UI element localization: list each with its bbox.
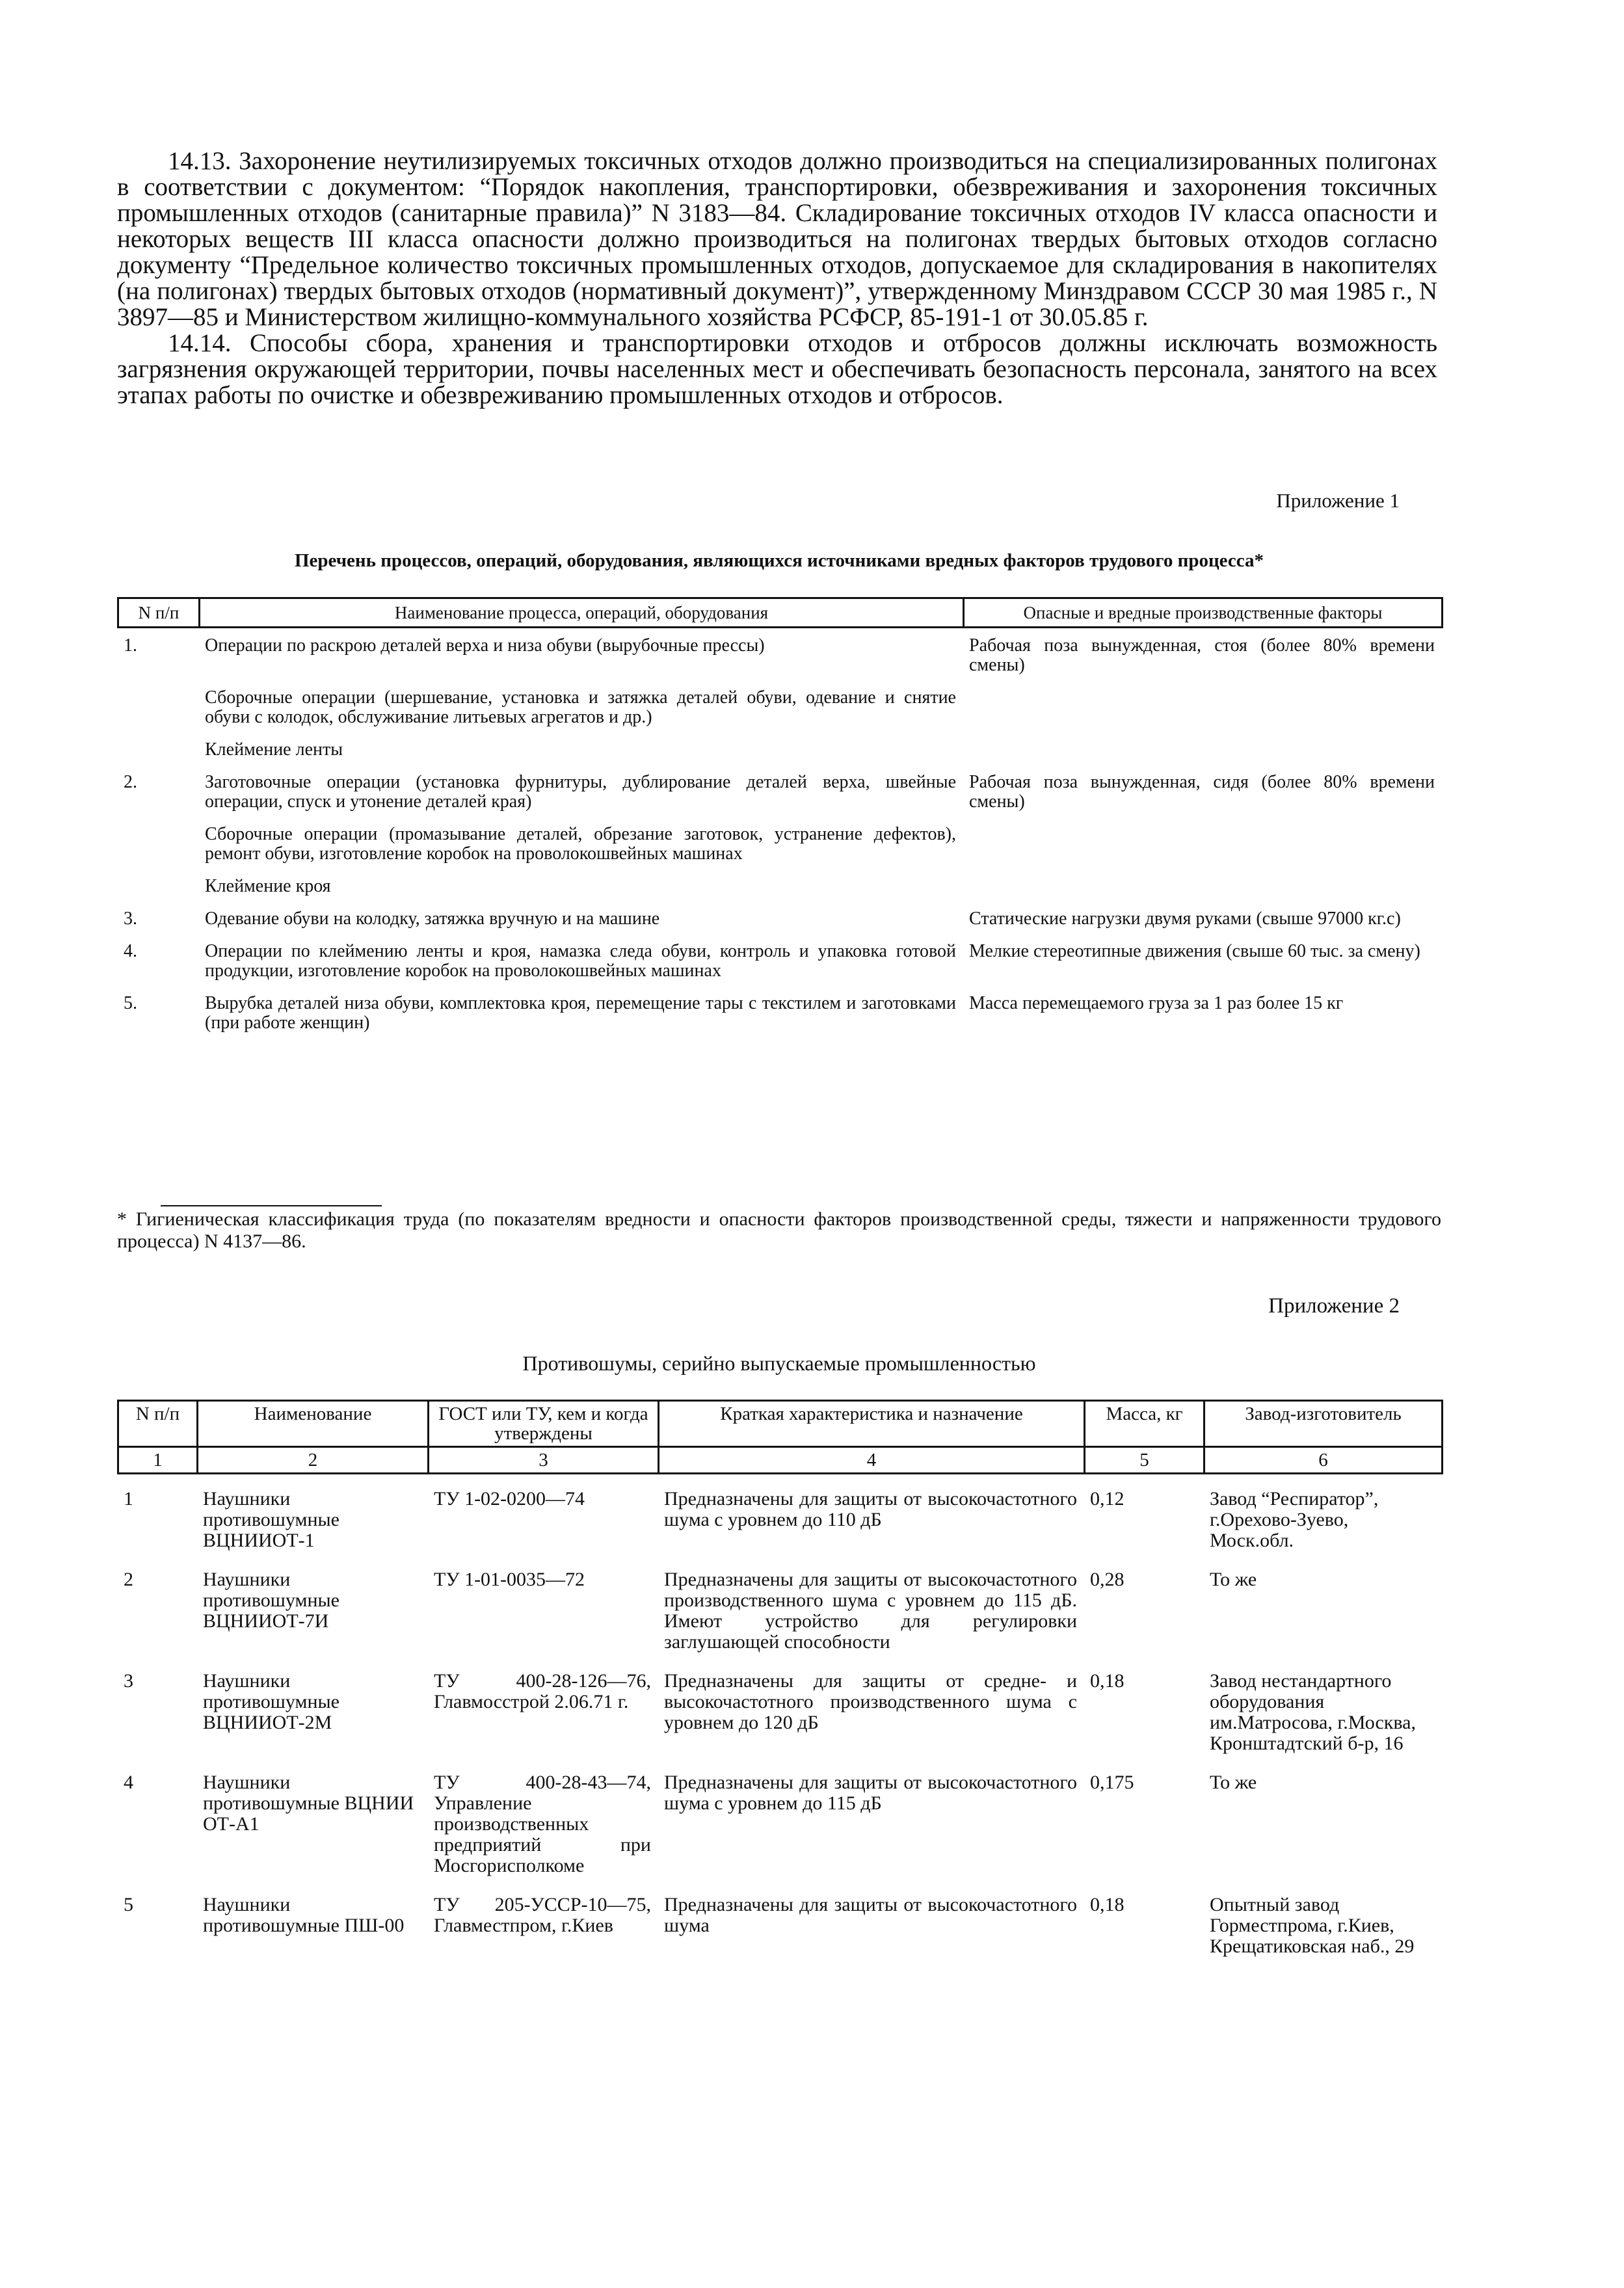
maker-cell: Завод нестандартного оборудования им.Матросова, г.Москва, Кронштадтский б-р, 16 <box>1210 1670 1416 1754</box>
header-num: N п/п <box>118 1401 198 1447</box>
gost-cell: ТУ 400-28-126—76, Главмосстрой 2.06.71 г. <box>434 1670 651 1712</box>
process-item: Клеймение кроя <box>205 876 331 896</box>
mass-cell: 0,18 <box>1090 1670 1125 1692</box>
appendix2-table <box>117 1400 1441 1970</box>
appendix2-title: Противошумы, серийно выпускаемые промышленностью <box>522 1351 1036 1375</box>
col-number: 3 <box>429 1447 659 1474</box>
table-row <box>117 764 1441 816</box>
row-num: 1. <box>124 635 137 656</box>
maker-cell: То же <box>1210 1772 1257 1793</box>
appendix2-table-header <box>117 1400 1443 1474</box>
mass-cell: 0,28 <box>1090 1569 1125 1590</box>
factor-cell: Масса перемещаемого груза за 1 раз более 15 кг <box>969 993 1344 1013</box>
table-row <box>117 985 1441 1037</box>
row-num: 5 <box>124 1894 133 1915</box>
footnote-divider <box>161 1205 382 1206</box>
row-num: 3. <box>124 909 137 929</box>
process-item: Операции по раскрою деталей верха и низа обуви (вырубочные прессы) <box>205 635 765 656</box>
desc-cell: Предназначены для защиты от высокочастотного шума <box>664 1894 1077 1936</box>
col-number: 1 <box>118 1447 198 1474</box>
header-mass: Масса, кг <box>1085 1401 1205 1447</box>
row-num: 2. <box>124 772 137 792</box>
appendix1-table <box>117 597 1441 1037</box>
product-name: Наушники противошумные ВЦНИИОТ-1 <box>203 1488 339 1551</box>
desc-cell: Предназначены для защиты от высокочастотного шума с уровнем до 110 дБ <box>664 1488 1077 1530</box>
appendix1-label: Приложение 1 <box>1276 489 1400 512</box>
body-text <box>117 148 1437 408</box>
desc-cell: Предназначены для защиты от высокочастотного шума с уровнем до 115 дБ <box>664 1772 1077 1814</box>
header-maker: Завод-изготовитель <box>1205 1401 1443 1447</box>
header-process: Наименование процесса, операций, оборудования <box>200 598 964 628</box>
factor-cell: Мелкие стереотипные движения (свыше 60 тыс. за смену) <box>969 941 1420 961</box>
process-item: Одевание обуви на колодку, затяжка вручную и на машине <box>205 909 660 929</box>
gost-cell: ТУ 1-01-0035—72 <box>434 1569 585 1590</box>
row-num: 1 <box>124 1488 133 1510</box>
col-number: 5 <box>1085 1447 1205 1474</box>
appendix2-table-body <box>117 1483 1441 1970</box>
col-number: 4 <box>659 1447 1085 1474</box>
gost-cell: ТУ 205-УССР-10—75, Главместпром, г.Киев <box>434 1894 651 1936</box>
appendix1-table-header <box>117 597 1443 628</box>
appendix2-label: Приложение 2 <box>1268 1294 1400 1318</box>
mass-cell: 0,12 <box>1090 1488 1125 1510</box>
gost-cell: ТУ 400-28-43—74, Управление производственных предприятий при Мосгорисполкоме <box>434 1772 651 1876</box>
header-factors: Опасные и вредные производственные факторы <box>964 598 1443 628</box>
header-name: Наименование <box>198 1401 429 1447</box>
process-item: Клеймение ленты <box>205 739 343 760</box>
maker-cell: Завод “Респиратор”, г.Орехово-Зуево, Моск.обл. <box>1210 1488 1379 1551</box>
col-number: 2 <box>198 1447 429 1474</box>
gost-cell: ТУ 1-02-0200—74 <box>434 1488 585 1510</box>
appendix1-footnote: * Гигиеническая классификация труда (по показателям вредности и опасности факторов производственной среды, тяжести и напряженности трудового процесса) N 4137—86. <box>117 1208 1441 1252</box>
table-row <box>117 1564 1441 1666</box>
col-number: 6 <box>1205 1447 1443 1474</box>
header-num: N п/п <box>118 598 200 628</box>
table-row <box>117 1767 1441 1889</box>
header-gost: ГОСТ или ТУ, кем и когда утверждены <box>429 1401 659 1447</box>
product-name: Наушники противошумные ВЦНИИОТ-7И <box>203 1569 339 1632</box>
factor-cell: Рабочая поза вынужденная, стоя (более 80% времени смены) <box>969 635 1435 675</box>
row-num: 5. <box>124 993 137 1013</box>
row-num: 4 <box>124 1772 133 1793</box>
mass-cell: 0,18 <box>1090 1894 1125 1915</box>
table-row <box>117 1666 1441 1767</box>
paragraph-14-14: 14.14. Способы сбора, хранения и транспортировки отходов и отбросов должны исключать возможность загрязнения окружающей территории, почвы населенных мест и обеспечивать безопасность персонала, занятого на всех этапах работы по очистке и обезвреживанию промышленных отходов и отбросов. <box>117 329 1437 409</box>
appendix1-title: Перечень процессов, операций, оборудования, являющихся источниками вредных факторов трудового процесса* <box>295 550 1264 571</box>
table-row <box>117 632 1441 679</box>
desc-cell: Предназначены для защиты от высокочастотного производственного шума с уровнем до 115 дБ. Имеют устройство для регулировки заглушающей способности <box>664 1569 1077 1653</box>
process-item: Сборочные операции (промазывание деталей, обрезание заготовок, устранение дефектов), ремонт обуви, изготовление коробок на проволокошвейных машинах <box>205 824 956 864</box>
maker-cell: Опытный завод Горместпрома, г.Киев, Крещатиковская наб., 29 <box>1210 1894 1415 1957</box>
product-name: Наушники противошумные ПШ-00 <box>203 1894 405 1936</box>
product-name: Наушники противошумные ВЦНИИ ОТ-А1 <box>203 1772 414 1835</box>
row-num: 4. <box>124 941 137 961</box>
mass-cell: 0,175 <box>1090 1772 1134 1793</box>
desc-cell: Предназначены для защиты от средне- и высокочастотного производственного шума с уровнем до 120 дБ <box>664 1670 1077 1733</box>
row-num: 2 <box>124 1569 133 1590</box>
table-row <box>117 900 1441 933</box>
process-item: Вырубка деталей низа обуви, комплектовка кроя, перемещение тары с текстилем и заготовками (при работе женщин) <box>205 993 956 1033</box>
factor-cell: Рабочая поза вынужденная, сидя (более 80% времени смены) <box>969 772 1435 812</box>
process-item: Операции по клеймению ленты и кроя, намазка следа обуви, контроль и упаковка готовой продукции, изготовление коробок на проволокошвейных машинах <box>205 941 956 981</box>
table-row <box>117 1889 1441 1970</box>
factor-cell: Статические нагрузки двумя руками (свыше 97000 кг.с) <box>969 909 1401 929</box>
header-desc: Краткая характеристика и назначение <box>659 1401 1085 1447</box>
table-row <box>117 1483 1441 1564</box>
appendix1-table-body <box>117 632 1441 1037</box>
maker-cell: То же <box>1210 1569 1257 1590</box>
paragraph-14-13: 14.13. Захоронение неутилизируемых токсичных отходов должно производиться на специализированных полигонах в соответствии с документом: “Порядок накопления, транспортировки, обезвреживания и захоронения токсичных промышленных отходов (санитарные правила)” N 3183—84. Складирование токсичных отходов IV класса опасности и некоторых веществ III класса опасности должно производиться на полигонах твердых бытовых отходов согласно документу “Предельное количество токсичных промышленных отходов, допускаемое для складирования в накопителях (на полигонах) твердых бытовых отходов (нормативный документ)”, утвержденному Минздравом СССР 30 мая 1985 г., N 3897—85 и Министерством жилищно-коммунального хозяйства РСФСР, 85-191-1 от 30.05.85 г. <box>117 147 1437 331</box>
product-name: Наушники противошумные ВЦНИИОТ-2М <box>203 1670 339 1733</box>
process-item: Заготовочные операции (установка фурнитуры, дублирование деталей верха, швейные операции, спуск и утонение деталей края) <box>205 772 956 812</box>
process-item: Сборочные операции (шершевание, установка и затяжка деталей обуви, одевание и снятие обуви с колодок, обслуживание литьевых агрегатов и др.) <box>205 687 956 727</box>
table-row <box>117 933 1441 985</box>
row-num: 3 <box>124 1670 133 1692</box>
